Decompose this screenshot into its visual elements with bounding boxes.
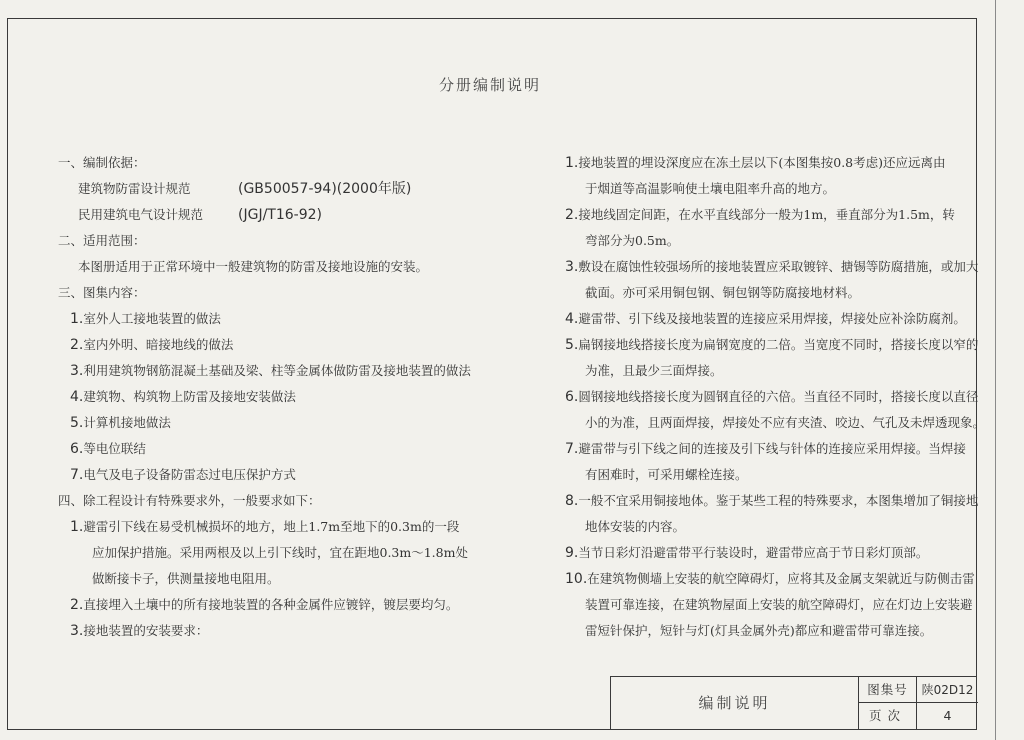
item-number: 10. bbox=[565, 571, 588, 587]
contents-item bbox=[58, 332, 518, 358]
spec-name-1: 建筑物防雷设计规范 bbox=[78, 181, 191, 196]
install-req-2-line-1 bbox=[565, 202, 975, 228]
install-req-1-line-2: 于烟道等高温影响使土壤电阻率升高的地方。 bbox=[585, 181, 836, 196]
item-number: 4. bbox=[565, 311, 579, 327]
right-column bbox=[565, 150, 986, 644]
install-req-9-line-1 bbox=[565, 540, 975, 566]
contents-item bbox=[58, 306, 518, 332]
item-number: 7. bbox=[565, 441, 579, 457]
binding-line bbox=[995, 0, 996, 740]
contents-item bbox=[58, 436, 518, 462]
item-text: 避雷带与引下线之间的连接及引下线与针体的连接应采用焊接。当焊接 bbox=[578, 441, 966, 456]
page-title: 分册编制说明 bbox=[438, 76, 541, 94]
item-text: 扁钢接地线搭接长度为扁钢宽度的二倍。当宽度不同时，搭接长度以窄的 bbox=[578, 337, 979, 352]
install-req-10-line-2: 装置可靠连接，在建筑物屋面上安装的航空障碍灯，应在灯边上安装避 bbox=[585, 597, 973, 612]
item-number: 7. bbox=[70, 467, 84, 483]
item-number: 2. bbox=[70, 337, 84, 353]
item-text: 利用建筑物钢筋混凝土基础及梁、柱等金属体做防雷及接地装置的做法 bbox=[83, 363, 471, 378]
item-text: 电气及电子设备防雷态过电压保护方式 bbox=[83, 467, 296, 482]
item-text: 避雷引下线在易受机械损坏的地方，地上1.7m至地下的0.3m的一段 bbox=[83, 519, 460, 534]
install-req-3-line-1 bbox=[565, 254, 979, 280]
install-req-6-line-2: 小的为准，且两面焊接，焊接处不应有夹渣、咬边、气孔及未焊透现象。 bbox=[585, 415, 986, 430]
title-block-name: 编制说明 bbox=[611, 677, 859, 729]
item-text: 避雷带、引下线及接地装置的连接应采用焊接，焊接处应补涂防腐剂。 bbox=[578, 311, 966, 326]
item-number: 5. bbox=[565, 337, 579, 353]
left-column bbox=[58, 150, 518, 644]
item-text: 当节日彩灯沿避雷带平行装设时，避雷带应高于节日彩灯顶部。 bbox=[578, 545, 929, 560]
install-req-7-line-2: 有困难时，可采用螺栓连接。 bbox=[585, 467, 748, 482]
item-number: 6. bbox=[70, 441, 84, 457]
item-number: 4. bbox=[70, 389, 84, 405]
section-heading-requirements: 四、除工程设计有特殊要求外，一般要求如下： bbox=[58, 493, 321, 508]
item-number: 3. bbox=[565, 259, 579, 275]
requirement-1-line-3: 做断接卡子，供测量接地电阻用。 bbox=[92, 571, 280, 586]
item-number: 6. bbox=[565, 389, 579, 405]
item-number: 1. bbox=[70, 519, 84, 535]
atlas-number-label: 图集号 bbox=[859, 677, 917, 703]
install-req-2-line-2: 弯部分为0.5m。 bbox=[585, 233, 680, 248]
item-text: 在建筑物侧墙上安装的航空障碍灯，应将其及金属支架就近与防侧击雷 bbox=[587, 571, 975, 586]
spec-name-2: 民用建筑电气设计规范 bbox=[78, 207, 204, 222]
item-text: 计算机接地做法 bbox=[83, 415, 171, 430]
page-number-label: 页次 bbox=[859, 703, 917, 729]
scope-text: 本图册适用于正常环境中一般建筑物的防雷及接地设施的安装。 bbox=[78, 259, 429, 274]
install-req-8-line-1 bbox=[565, 488, 979, 514]
spec-row-2 bbox=[58, 202, 518, 228]
item-number: 5. bbox=[70, 415, 84, 431]
page-number-value: 4 bbox=[943, 708, 952, 723]
install-req-10-line-3: 雷短针保护，短针与灯(灯具金属外壳)都应和避雷带可靠连接。 bbox=[585, 623, 933, 638]
item-text: 一般不宜采用铜接地体。鉴于某些工程的特殊要求，本图集增加了铜接地 bbox=[578, 493, 979, 508]
install-req-3-line-2: 截面。亦可采用铜包钢、铜包钢等防腐接地材料。 bbox=[585, 285, 861, 300]
install-req-5-line-1 bbox=[565, 332, 979, 358]
install-req-1-line-1 bbox=[565, 150, 975, 176]
contents-item bbox=[58, 384, 518, 410]
install-req-8-line-2: 地体安装的内容。 bbox=[585, 519, 686, 534]
item-number: 1. bbox=[565, 155, 579, 171]
item-text: 等电位联结 bbox=[83, 441, 146, 456]
item-number: 9. bbox=[565, 545, 579, 561]
title-block bbox=[610, 676, 977, 730]
item-number: 8. bbox=[565, 493, 579, 509]
item-text: 敷设在腐蚀性较强场所的接地装置应采取镀锌、搪锡等防腐措施，或加大 bbox=[578, 259, 979, 274]
item-text: 圆钢接地线搭接长度为圆钢直径的六倍。当直径不同时，搭接长度以直径 bbox=[578, 389, 979, 404]
section-heading-basis: 一、编制依据： bbox=[58, 155, 146, 170]
install-req-10-line-1 bbox=[565, 566, 975, 592]
requirement-1-line-1 bbox=[58, 514, 518, 540]
install-req-5-line-2: 为准，且最少三面焊接。 bbox=[585, 363, 723, 378]
item-number: 3. bbox=[70, 623, 84, 639]
item-text: 室外人工接地装置的做法 bbox=[83, 311, 221, 326]
item-text: 接地装置的安装要求： bbox=[83, 623, 209, 638]
spec-code-1: (GB50057-94)(2000年版) bbox=[238, 181, 412, 197]
contents-item bbox=[58, 358, 518, 384]
item-text: 直接埋入土壤中的所有接地装置的各种金属件应镀锌，镀层要均匀。 bbox=[83, 597, 459, 612]
atlas-number-value: 陕02D12 bbox=[917, 677, 978, 703]
section-heading-contents: 三、图集内容： bbox=[58, 285, 146, 300]
spec-code-2: (JGJ/T16-92) bbox=[238, 207, 322, 223]
install-req-6-line-1 bbox=[565, 384, 979, 410]
item-text: 室内外明、暗接地线的做法 bbox=[83, 337, 234, 352]
item-text: 建筑物、构筑物上防雷及接地安装做法 bbox=[83, 389, 296, 404]
item-number: 2. bbox=[70, 597, 84, 613]
item-text: 接地线固定间距，在水平直线部分一般为1m，垂直部分为1.5m，转 bbox=[578, 207, 955, 222]
item-text: 接地装置的埋设深度应在冻土层以下(本图集按0.8考虑)还应远离由 bbox=[578, 155, 946, 170]
item-number: 3. bbox=[70, 363, 84, 379]
spec-row-1 bbox=[58, 176, 518, 202]
contents-item bbox=[58, 462, 518, 488]
requirement-3 bbox=[58, 618, 518, 644]
install-req-7-line-1 bbox=[565, 436, 975, 462]
install-req-4-line-1 bbox=[565, 306, 975, 332]
item-number: 2. bbox=[565, 207, 579, 223]
requirement-1-line-2: 应加保护措施。采用两根及以上引下线时，宜在距地0.3m～1.8m处 bbox=[92, 545, 468, 560]
section-heading-scope: 二、适用范围： bbox=[58, 233, 146, 248]
item-number: 1. bbox=[70, 311, 84, 327]
contents-item bbox=[58, 410, 518, 436]
requirement-2 bbox=[58, 592, 518, 618]
